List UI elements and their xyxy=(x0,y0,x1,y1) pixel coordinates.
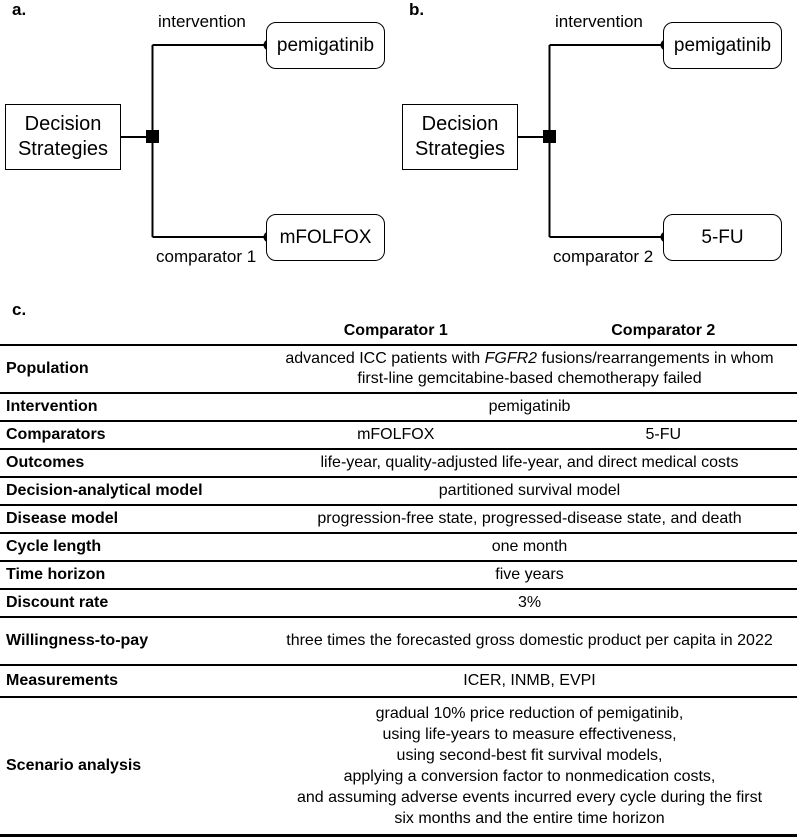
panel-a-decision-tree xyxy=(0,0,400,296)
comparator-branch-label: comparator 1 xyxy=(156,247,257,266)
comparator-option-text: mFOLFOX xyxy=(279,226,372,248)
population-text-pre: advanced ICC patients with xyxy=(285,350,485,367)
table-row-intervention xyxy=(0,394,797,422)
table-row-outcomes xyxy=(0,450,797,478)
comparator-1-value: mFOLFOX xyxy=(357,426,435,443)
row-value: three times the forecasted gross domestic product per capita in 2022 xyxy=(286,632,773,649)
row-value xyxy=(270,346,790,392)
row-label: Discount rate xyxy=(6,594,109,611)
model-settings-table xyxy=(0,318,797,837)
table-row-discount-rate xyxy=(0,590,797,618)
table-row-willingness-to-pay xyxy=(0,618,797,666)
table-row-scenario-analysis xyxy=(0,698,797,837)
intervention-branch-label: intervention xyxy=(158,12,246,31)
panel-b-decision-tree xyxy=(397,0,797,296)
decision-strategies-text: Decision Strategies xyxy=(414,113,506,160)
table-row-time-horizon xyxy=(0,562,797,590)
row-value: 3% xyxy=(517,594,542,611)
comparator-option-box xyxy=(663,214,782,261)
row-label: Time horizon xyxy=(6,566,106,583)
decision-strategies-text: Decision Strategies xyxy=(17,113,109,160)
row-label: Measurements xyxy=(6,672,119,689)
scenario-line: six months and the entire time horizon xyxy=(394,810,665,827)
table-row-disease-model xyxy=(0,506,797,534)
row-value: one month xyxy=(491,538,568,555)
scenario-line: applying a conversion factor to nonmedication costs, xyxy=(343,768,716,785)
row-label: Population xyxy=(6,360,89,377)
intervention-option-text: pemigatinib xyxy=(276,34,375,56)
table-row-population xyxy=(0,346,797,394)
scenario-line: and assuming adverse events incurred every cycle during the first xyxy=(296,789,763,806)
row-label: Scenario analysis xyxy=(6,757,142,774)
population-text-post: fusions/rearrangements in whom first-line gemcitabine-based chemotherapy failed xyxy=(357,350,774,387)
decision-strategies-box xyxy=(402,104,518,170)
header-comparator-2: Comparator 2 xyxy=(611,322,716,339)
row-value xyxy=(262,698,797,834)
row-label: Outcomes xyxy=(6,454,85,471)
table-header-row xyxy=(0,318,797,346)
comparator-2-value: 5-FU xyxy=(645,426,682,443)
table-row-decision-model xyxy=(0,478,797,506)
row-label: Intervention xyxy=(6,398,98,415)
row-label: Disease model xyxy=(6,510,119,527)
table-row-cycle-length xyxy=(0,534,797,562)
row-value: ICER, INMB, EVPI xyxy=(463,672,596,689)
row-label: Willingness-to-pay xyxy=(6,632,149,649)
row-label: Decision-analytical model xyxy=(6,482,203,499)
intervention-option-box xyxy=(266,22,385,69)
row-value: partitioned survival model xyxy=(438,482,621,499)
header-empty-cell xyxy=(0,328,262,334)
scenario-line: gradual 10% price reduction of pemigatinib, xyxy=(375,705,684,722)
panel-c-label: c. xyxy=(12,300,27,319)
population-gene-name: FGFR2 xyxy=(484,350,538,367)
decision-strategies-box xyxy=(5,104,121,170)
intervention-option-text: pemigatinib xyxy=(673,34,772,56)
intervention-option-box xyxy=(663,22,782,69)
row-value: pemigatinib xyxy=(488,398,571,415)
row-label: Cycle length xyxy=(6,538,102,555)
row-value: five years xyxy=(495,566,564,583)
panel-b-label: b. xyxy=(409,0,425,19)
table-row-measurements xyxy=(0,666,797,698)
row-label: Comparators xyxy=(6,426,106,443)
comparator-option-text: 5-FU xyxy=(701,226,744,248)
comparator-branch-label: comparator 2 xyxy=(553,247,654,266)
intervention-branch-label: intervention xyxy=(555,12,643,31)
panel-a-label: a. xyxy=(12,0,27,19)
row-value: progression-free state, progressed-disease state, and death xyxy=(317,510,742,527)
comparator-option-box xyxy=(266,214,385,261)
header-comparator-1: Comparator 1 xyxy=(343,322,448,339)
row-value: life-year, quality-adjusted life-year, and direct medical costs xyxy=(320,454,739,471)
scenario-line: using second-best fit survival models, xyxy=(396,747,663,764)
table-row-comparators xyxy=(0,422,797,450)
scenario-line: using life-years to measure effectiveness, xyxy=(382,726,677,743)
